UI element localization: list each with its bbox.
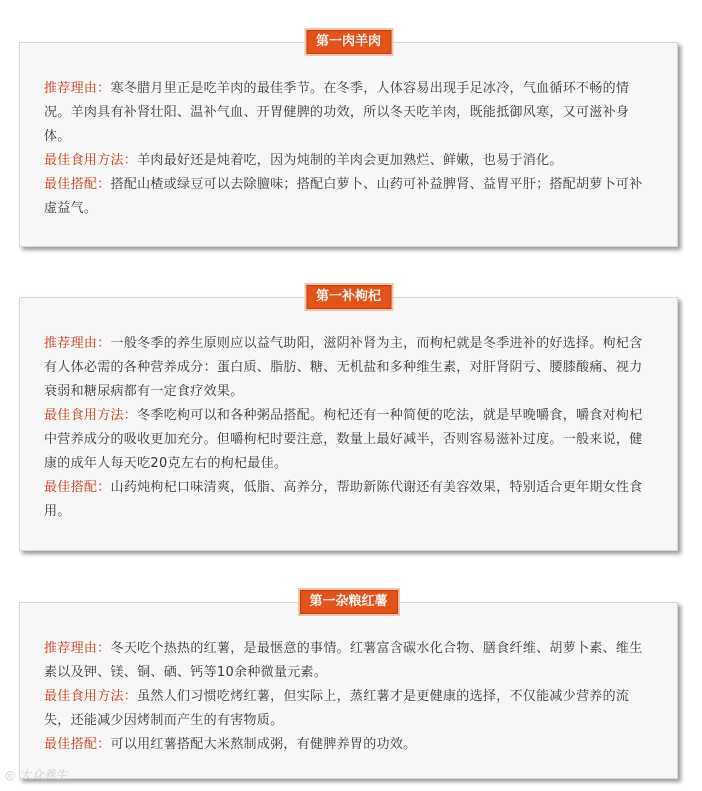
- label-method: 最佳食用方法：: [44, 689, 138, 704]
- text-pairing: 搭配山楂或绿豆可以去除膻味；搭配白萝卜、山药可补益脾肾、益胃平肝；搭配胡萝卜可补虚益气。: [44, 177, 643, 216]
- section-card-sweet-potato: [19, 594, 678, 779]
- section-body: [44, 637, 655, 757]
- text-pairing: 可以用红薯搭配大米熬制成粥，有健脾养胃的功效。: [110, 737, 417, 752]
- section-body: [44, 77, 655, 221]
- label-pairing: 最佳搭配：: [44, 177, 111, 192]
- paragraph-method: [44, 685, 655, 733]
- paragraph-pairing: [44, 173, 655, 221]
- text-method: 羊肉最好还是炖着吃，因为炖制的羊肉会更加熟烂、鲜嫩，也易于消化。: [137, 153, 563, 168]
- label-method: 最佳食用方法：: [44, 153, 138, 168]
- text-reason: 寒冬腊月里正是吃羊肉的最佳季节。在冬季，人体容易出现手足冰冷，气血循环不畅的情况。羊肉具有补肾壮阳、温补气血、开胃健脾的功效，所以冬天吃羊肉，既能抵御风寒，又可滋补身体。: [44, 81, 630, 144]
- section-title-badge: 第一肉羊肉: [306, 30, 391, 54]
- section-title-badge: 第一补枸杞: [306, 285, 391, 309]
- paragraph-reason: [44, 77, 655, 149]
- text-method: 冬季吃枸可以和各种粥品搭配。枸杞还有一种简便的吃法，就是早晚嚼食，嚼食对枸杞中营养成分的吸收更加充分。但嚼枸杞时要注意，数量上最好减半，否则容易滋补过度。一般来说，健康的成年人每天吃20克左右的枸杞最佳。: [44, 408, 643, 471]
- label-reason: 推荐理由：: [44, 81, 111, 96]
- paragraph-pairing: [44, 733, 655, 757]
- section-title-badge: 第一杂粮红薯: [299, 590, 397, 614]
- paragraph-reason: [44, 637, 655, 685]
- label-pairing: 最佳搭配：: [44, 737, 111, 752]
- watermark: [5, 766, 67, 783]
- text-reason: 冬天吃个热热的红薯，是最惬意的事情。红薯富含碳水化合物、膳食纤维、胡萝卜素、维生素以及钾、镁、铜、硒、钙等10余种微量元素。: [44, 641, 643, 680]
- paragraph-pairing: [44, 476, 655, 524]
- text-pairing: 山药炖枸杞口味清爽，低脂、高养分，帮助新陈代谢还有美容效果，特别适合更年期女性食用。: [44, 480, 643, 519]
- paragraph-method: [44, 149, 655, 173]
- section-body: [44, 332, 655, 524]
- label-reason: 推荐理由：: [44, 641, 111, 656]
- label-reason: 推荐理由：: [44, 336, 111, 351]
- label-pairing: 最佳搭配：: [44, 480, 111, 495]
- paragraph-method: [44, 404, 655, 476]
- text-reason: 一般冬季的养生原则应以益气助阳，滋阴补肾为主，而枸杞就是冬季进补的好选择。枸杞含有人体必需的各种营养成分：蛋白质、脂肪、糖、无机盐和多种维生素，对肝肾阴亏、腰膝酸痛、视力衰弱和糖尿病都有一定食疗效果。: [44, 336, 643, 399]
- section-card-goji: [19, 289, 678, 551]
- text-method: 虽然人们习惯吃烤红薯，但实际上，蒸红薯才是更健康的选择，不仅能减少营养的流失，还能减少因烤制而产生的有害物质。: [44, 689, 630, 728]
- section-card-mutton: [19, 34, 678, 247]
- watermark-logo-icon: ◎: [5, 768, 20, 782]
- label-method: 最佳食用方法：: [44, 408, 138, 423]
- watermark-text: 大众养生: [19, 768, 68, 782]
- paragraph-reason: [44, 332, 655, 404]
